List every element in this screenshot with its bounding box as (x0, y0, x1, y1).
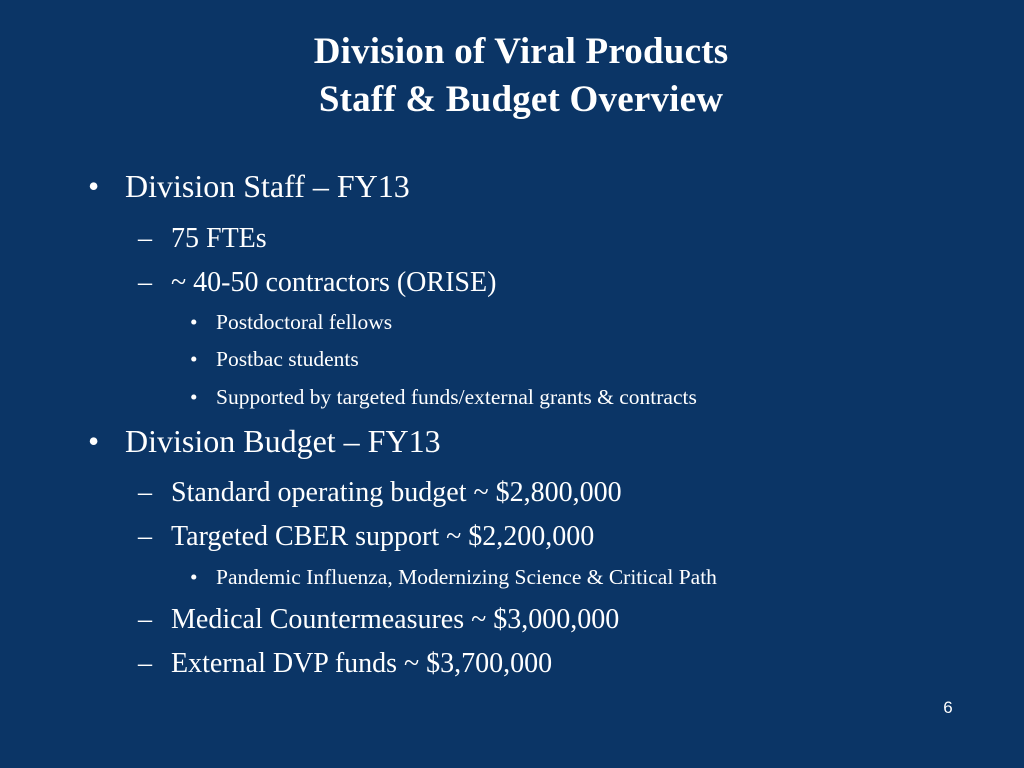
title-line-1: Division of Viral Products (313, 31, 729, 72)
detail-text: Supported by targeted funds/external grants & contracts (216, 385, 697, 409)
detail-text: Pandemic Influenza, Modernizing Science & Critical Path (216, 565, 717, 589)
bullet-marker: • (190, 310, 198, 334)
dash-marker: – (138, 223, 152, 254)
bullet-text: Division Budget – FY13 (125, 423, 441, 459)
bullet-marker: • (190, 565, 198, 589)
dash-marker: – (138, 604, 152, 635)
bullet-marker: • (88, 168, 100, 204)
detail-text: Postbac students (216, 347, 359, 371)
subitem-text: Standard operating budget ~ $2,800,000 (171, 477, 622, 508)
bullet-marker: • (190, 347, 198, 371)
subitem-text: Medical Countermeasures ~ $3,000,000 (171, 604, 620, 635)
subitem-text: Targeted CBER support ~ $2,200,000 (171, 521, 595, 552)
detail-text: Postdoctoral fellows (216, 310, 393, 334)
dash-marker: – (138, 267, 152, 298)
dash-marker: – (138, 477, 152, 508)
title-line-2: Staff & Budget Overview (318, 79, 724, 120)
subitem-text: 75 FTEs (171, 223, 267, 254)
subitem-text: ~ 40-50 contractors (ORISE) (171, 267, 497, 298)
bullet-text: Division Staff – FY13 (125, 168, 410, 204)
dash-marker: – (138, 521, 152, 552)
bullet-marker: • (190, 385, 198, 409)
page-number: 6 (943, 698, 953, 717)
bullet-marker: • (88, 423, 100, 459)
subitem-text: External DVP funds ~ $3,700,000 (171, 648, 553, 679)
dash-marker: – (138, 648, 152, 679)
